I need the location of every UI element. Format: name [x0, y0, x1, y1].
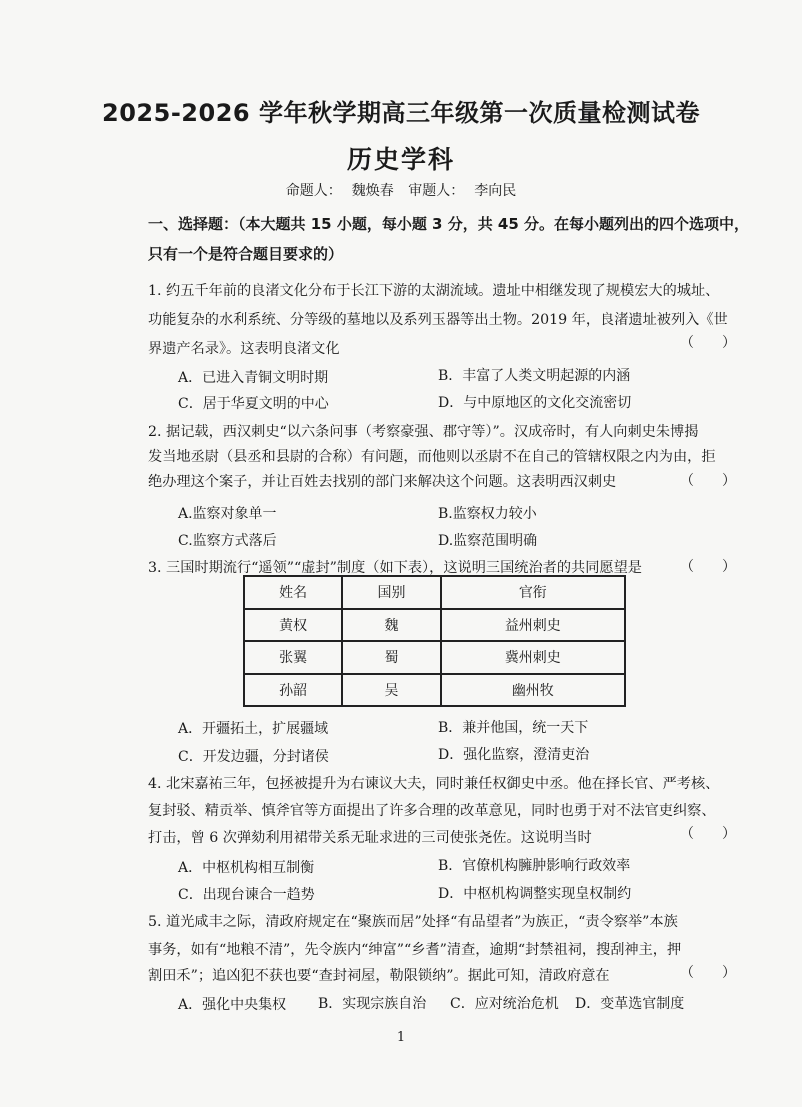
q3-option-b: B．兼并他国，统一天下 — [438, 720, 589, 736]
author-line — [0, 180, 802, 200]
table-cell: 益州刺史 — [441, 609, 625, 642]
q1-option-b: B．丰富了人类文明起源的内涵 — [438, 368, 631, 384]
q5-option-a: A．强化中央集权 — [178, 997, 287, 1013]
q5-line-2: 事务，如有“地粮不清”，先令族内“绅富”“乡耆”清查，逾期“封禁祖祠，搜刮神主，押 — [148, 942, 682, 958]
q1-line-1: 1. 约五千年前的良渚文化分布于长江下游的太湖流域。遗址中相继发现了规模宏大的城址、 — [148, 283, 720, 299]
q5-option-d: D．变革选官制度 — [575, 996, 685, 1012]
q4-answer-blank: （ ） — [680, 826, 736, 842]
table-cell: 黄权 — [244, 609, 342, 642]
q2-line-2: 发当地丞尉（县丞和县尉的合称）有问题，而他则以丞尉不在自己的管辖权限之内为由，拒 — [148, 449, 716, 465]
q3-option-c: C．开发边疆，分封诸侯 — [178, 749, 329, 765]
q1-line-3: 界遗产名录》。这表明良渚文化 — [148, 341, 340, 357]
q2-option-c: C.监察方式落后 — [178, 533, 277, 549]
q2-option-d: D.监察范围明确 — [438, 533, 538, 549]
q5-answer-blank: （ ） — [680, 965, 736, 981]
q4-line-2: 复封驳、精贡举、慎斧官等方面提出了许多合理的改革意见，同时也勇于对不法官吏纠察、 — [148, 803, 716, 819]
q1-option-c: C．居于华夏文明的中心 — [178, 396, 329, 412]
table-header-cell: 姓名 — [244, 576, 342, 609]
table-cell: 魏 — [342, 609, 440, 642]
setter-label: 命题人： — [285, 183, 342, 199]
table-cell: 张翼 — [244, 641, 342, 674]
table-row — [244, 609, 625, 642]
q5-option-c: C．应对统治危机 — [450, 996, 559, 1012]
q2-option-a: A.监察对象单一 — [178, 506, 277, 522]
table-cell: 冀州刺史 — [441, 641, 625, 674]
q4-option-b: B．官僚机构臃肿影响行政效率 — [438, 858, 631, 874]
q2-option-b: B.监察权力较小 — [438, 506, 537, 522]
q5-line-3: 割田禾”；追凶犯不获也要“查封祠屋，勒限锁纳”。据此可知，清政府意在 — [148, 968, 610, 984]
q1-line-2: 功能复杂的水利系统、分等级的墓地以及系列玉器等出土物。2019 年，良渚遗址被列入《世 — [148, 312, 728, 328]
table-row — [244, 674, 625, 707]
q5-line-1: 5. 道光咸丰之际，清政府规定在“聚族而居”处择“有品望者”为族正，“责令察举”本族 — [148, 914, 678, 930]
q4-option-c: C．出现台谏合一趋势 — [178, 887, 315, 903]
q2-answer-blank: （ ） — [680, 473, 736, 489]
q4-line-1: 4. 北宋嘉祐三年，包拯被提升为右谏议大夫，同时兼任权御史中丞。他在择长官、严考核、 — [148, 776, 720, 792]
q4-line-3: 打击，曾 6 次弹劾利用裙带关系无耻求进的三司使张尧佐。这说明当时 — [148, 830, 592, 846]
exam-title: 2025-2026 学年秋学期高三年级第一次质量检测试卷 — [102, 99, 700, 127]
section-heading-cont: 只有一个是符合题目要求的） — [148, 245, 344, 263]
reviewer-name: 李向民 — [474, 183, 517, 199]
table-header-cell: 国别 — [342, 576, 440, 609]
table-cell: 吴 — [342, 674, 440, 707]
table-row — [244, 641, 625, 674]
q4-option-a: A．中枢机构相互制衡 — [178, 860, 315, 876]
section-heading: 一、选择题：（本大题共 15 小题，每小题 3 分，共 45 分。在每小题列出的四个选项中， — [148, 215, 750, 233]
q5-option-b: B．实现宗族自治 — [318, 996, 427, 1012]
table-header-row — [244, 576, 625, 609]
q3-option-d: D．强化监察，澄清吏治 — [438, 747, 590, 763]
table-cell: 蜀 — [342, 641, 440, 674]
page-number: 1 — [396, 1030, 406, 1045]
setter-name: 魏焕春 — [351, 183, 394, 199]
reviewer-label: 审题人： — [408, 183, 465, 199]
q3-table — [243, 575, 626, 707]
table-header-cell: 官衔 — [441, 576, 625, 609]
q3-answer-blank: （ ） — [680, 559, 736, 575]
table-cell: 幽州牧 — [441, 674, 625, 707]
subject-title: 历史学科 — [346, 145, 455, 174]
q4-option-d: D．中枢机构调整实现皇权制约 — [438, 886, 632, 902]
q2-line-3: 绝办理这个案子，并让百姓去找别的部门来解决这个问题。这表明西汉刺史 — [148, 474, 617, 490]
q1-option-d: D．与中原地区的文化交流密切 — [438, 395, 632, 411]
q2-line-1: 2. 据记载，西汉刺史“以六条问事（考察豪强、郡守等）”。汉成帝时，有人向刺史朱博揭 — [148, 424, 699, 440]
q1-answer-blank: （ ） — [680, 335, 736, 351]
q3-line: 3. 三国时期流行“遥领”“虚封”制度（如下表），这说明三国统治者的共同愿望是 — [148, 560, 642, 576]
table-cell: 孙韶 — [244, 674, 342, 707]
q1-option-a: A．已进入青铜文明时期 — [178, 370, 329, 386]
q3-option-a: A．开疆拓土，扩展疆域 — [178, 721, 329, 737]
